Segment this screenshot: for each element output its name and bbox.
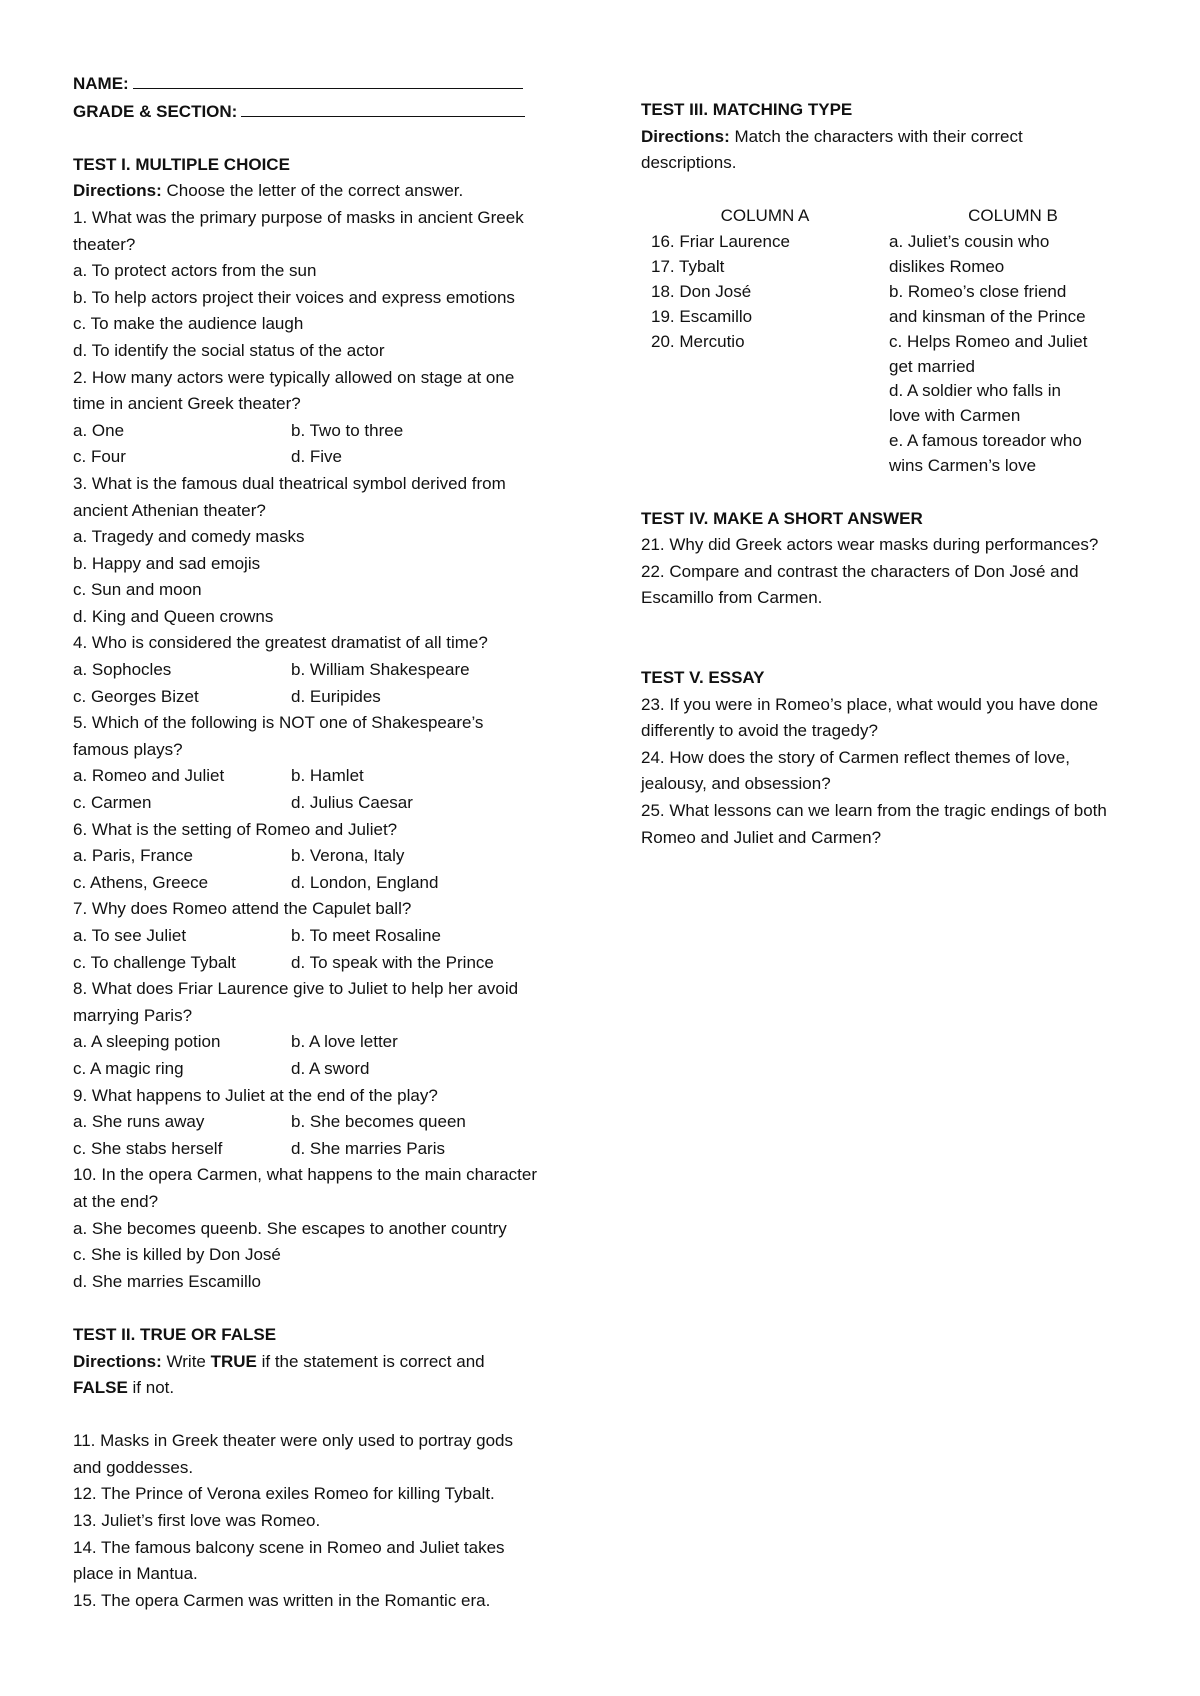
column-a-item: 16. Friar Laurence [651, 231, 790, 251]
matching-headers [641, 203, 1161, 230]
question-item [73, 1083, 593, 1163]
matching-table [641, 230, 1161, 479]
test3-directions [641, 124, 1081, 177]
question-item [73, 817, 593, 897]
column-a-item: 19. Escamillo [651, 306, 753, 326]
test1-directions [73, 178, 593, 205]
question-text: 4. Who is considered the greatest dramatist of all time? [73, 633, 488, 653]
answer-option[interactable]: b. Verona, Italy [291, 846, 405, 866]
question-text: 6. What is the setting of Romeo and Juliet? [73, 819, 398, 839]
column-b-item: wins Carmen’s love [889, 456, 1037, 476]
option-row [73, 950, 593, 977]
question-text: 3. What is the famous dual theatrical symbol derived from ancient Athenian theater? [73, 473, 506, 520]
test4-title: TEST IV. MAKE A SHORT ANSWER [641, 508, 923, 528]
test2-title: TEST II. TRUE OR FALSE [73, 1324, 277, 1344]
answer-option[interactable]: a. Romeo and Juliet [73, 766, 225, 786]
test1-title: TEST I. MULTIPLE CHOICE [73, 154, 290, 174]
directions-label: Directions: [641, 126, 730, 146]
question-item [73, 710, 593, 816]
answer-option[interactable]: a. Paris, France [73, 846, 193, 866]
option-row [73, 1056, 593, 1083]
option-row [73, 657, 593, 684]
question-text: 10. In the opera Carmen, what happens to the main character at the end? [73, 1165, 537, 1211]
column-a-list [641, 230, 889, 479]
true-false-item: 13. Juliet’s first love was Romeo. [73, 1511, 321, 1531]
option-row [73, 870, 593, 897]
answer-option[interactable]: d. To identify the social status of the actor [73, 340, 385, 360]
short-answer-list [641, 532, 1121, 612]
left-column [73, 70, 593, 1614]
answer-option[interactable]: b. Hamlet [291, 766, 364, 786]
column-a-item: 20. Mercutio [651, 331, 745, 351]
test2-directions [73, 1349, 593, 1402]
column-b-item: a. Juliet’s cousin who [889, 231, 1050, 251]
answer-option[interactable]: a. To see Juliet [73, 926, 187, 945]
column-b-item: b. Romeo’s close friend [889, 281, 1067, 301]
name-blank-line[interactable] [133, 70, 523, 89]
short-answer-question: 21. Why did Greek actors wear masks during performances? [641, 535, 1099, 555]
question-item [73, 1162, 593, 1295]
column-b-item: c. Helps Romeo and Juliet [889, 331, 1088, 351]
answer-option[interactable]: c. To make the audience laugh [73, 314, 304, 334]
question-text: 9. What happens to Juliet at the end of the play? [73, 1085, 438, 1105]
question-text: 8. What does Friar Laurence give to Juliet to help her avoid marrying Paris? [73, 979, 519, 1025]
answer-option[interactable]: d. To speak with the Prince [291, 952, 494, 972]
column-b-item: d. A soldier who falls in [889, 381, 1061, 401]
option-row [73, 1136, 593, 1163]
answer-option[interactable]: b. Happy and sad emojis [73, 553, 261, 573]
answer-option[interactable]: d. London, England [291, 872, 439, 892]
answer-option[interactable]: c. Athens, Greece [73, 872, 209, 892]
option-row [73, 843, 593, 870]
false-keyword: FALSE [73, 1378, 128, 1398]
option-row [73, 684, 593, 711]
column-a-header: COLUMN A [720, 206, 810, 226]
answer-option[interactable]: d. She marries Paris [291, 1138, 445, 1158]
column-b-list [889, 230, 1107, 479]
answer-option[interactable]: d. Five [291, 447, 343, 467]
directions-text: Choose the letter of the correct answer. [161, 181, 464, 201]
option-row [73, 418, 593, 445]
answer-option[interactable]: d. Euripides [291, 686, 381, 706]
answer-option[interactable]: c. Carmen [73, 793, 152, 813]
question-text: 2. How many actors were typically allowed on stage at one time in ancient Greek theater? [73, 367, 515, 414]
true-false-item: 12. The Prince of Verona exiles Romeo for killing Tybalt. [73, 1484, 495, 1504]
option-row [73, 1109, 593, 1136]
question-text: 7. Why does Romeo attend the Capulet ball? [73, 899, 412, 919]
answer-option[interactable]: a. A sleeping potion [73, 1032, 221, 1052]
answer-option[interactable]: a. She runs away [73, 1112, 205, 1132]
question-item [73, 365, 593, 471]
answer-option[interactable]: c. To challenge Tybalt [73, 952, 236, 972]
question-item [73, 205, 593, 365]
answer-option[interactable]: c. She is killed by Don José [73, 1245, 281, 1265]
grade-section-label: GRADE & SECTION: [73, 101, 238, 121]
answer-option[interactable]: a. Tragedy and comedy masks [73, 527, 305, 547]
directions-text: if the statement is correct and [256, 1351, 485, 1371]
column-b-header: COLUMN B [968, 206, 1058, 226]
question-item [73, 630, 593, 710]
column-b-item: get married [889, 356, 975, 376]
answer-option[interactable]: b. To help actors project their voices and express emotions [73, 287, 515, 307]
answer-option[interactable]: c. A magic ring [73, 1058, 184, 1078]
directions-label: Directions: [73, 181, 162, 201]
column-b-item: love with Carmen [889, 406, 1021, 426]
name-field [73, 70, 593, 98]
answer-option[interactable]: c. Georges Bizet [73, 686, 199, 706]
answer-option[interactable]: b. William Shakespeare [291, 660, 470, 680]
option-row [73, 763, 593, 790]
multiple-choice-list [73, 205, 593, 1295]
directions-text: if not. [127, 1378, 175, 1398]
question-item [73, 471, 593, 631]
answer-option[interactable]: b. To meet Rosaline [291, 926, 441, 945]
answer-option[interactable]: b. A love letter [291, 1032, 398, 1052]
directions-text: Write [161, 1351, 211, 1371]
answer-option[interactable]: b. She becomes queen [291, 1112, 466, 1132]
column-a-item: 18. Don José [651, 281, 752, 301]
grade-section-blank-line[interactable] [241, 98, 525, 117]
column-b-item: and kinsman of the Prince [889, 306, 1086, 326]
answer-option[interactable]: a. To protect actors from the sun [73, 261, 317, 281]
question-text: 1. What was the primary purpose of masks in ancient Greek theater? [73, 207, 524, 254]
test5-title: TEST V. ESSAY [641, 668, 765, 687]
answer-option[interactable]: b. Two to three [291, 420, 404, 440]
essay-question: 24. How does the story of Carmen reflect themes of love, jealousy, and obsession? [641, 747, 1070, 794]
question-item [73, 896, 593, 976]
right-column [641, 97, 1161, 851]
question-item [73, 976, 593, 1082]
answer-option[interactable]: d. A sword [291, 1058, 370, 1078]
true-keyword: TRUE [210, 1351, 257, 1371]
option-row [73, 923, 593, 950]
true-false-item: 11. Masks in Greek theater were only used to portray gods and goddesses. [73, 1431, 514, 1477]
option-row [73, 444, 593, 471]
option-row [73, 790, 593, 817]
true-false-item: 15. The opera Carmen was written in the Romantic era. [73, 1590, 491, 1610]
name-label: NAME: [73, 74, 129, 93]
essay-question: 25. What lessons can we learn from the tragic endings of both Romeo and Juliet and Carmen? [641, 800, 1107, 847]
column-b-item: dislikes Romeo [889, 256, 1005, 276]
answer-option[interactable]: d. King and Queen crowns [73, 606, 274, 626]
answer-option[interactable]: a. Sophocles [73, 660, 172, 680]
option-row [73, 1029, 593, 1056]
answer-option[interactable]: a. One [73, 420, 125, 440]
test3-title: TEST III. MATCHING TYPE [641, 100, 853, 119]
answer-option[interactable]: c. Four [73, 447, 126, 467]
directions-label: Directions: [73, 1351, 162, 1371]
column-a-item: 17. Tybalt [651, 256, 725, 276]
answer-option[interactable]: a. She becomes queenb. She escapes to another country [73, 1218, 507, 1238]
directions-text: Match the characters with their correct descriptions. [641, 126, 1023, 173]
column-b-item: e. A famous toreador who [889, 431, 1082, 451]
true-false-item: 14. The famous balcony scene in Romeo and Juliet takes place in Mantua. [73, 1537, 505, 1584]
question-text: 5. Which of the following is NOT one of Shakespeare’s famous plays? [73, 713, 484, 759]
grade-section-field [73, 98, 593, 126]
true-false-list [73, 1428, 593, 1614]
short-answer-question: 22. Compare and contrast the characters of Don José and Escamillo from Carmen. [641, 561, 1079, 608]
answer-option[interactable]: d. Julius Caesar [291, 793, 413, 813]
essay-question: 23. If you were in Romeo’s place, what would you have done differently to avoid the tragedy? [641, 694, 1099, 741]
answer-option[interactable]: d. She marries Escamillo [73, 1271, 262, 1291]
answer-option[interactable]: c. She stabs herself [73, 1138, 223, 1158]
answer-option[interactable]: c. Sun and moon [73, 580, 202, 600]
essay-list [641, 692, 1121, 852]
